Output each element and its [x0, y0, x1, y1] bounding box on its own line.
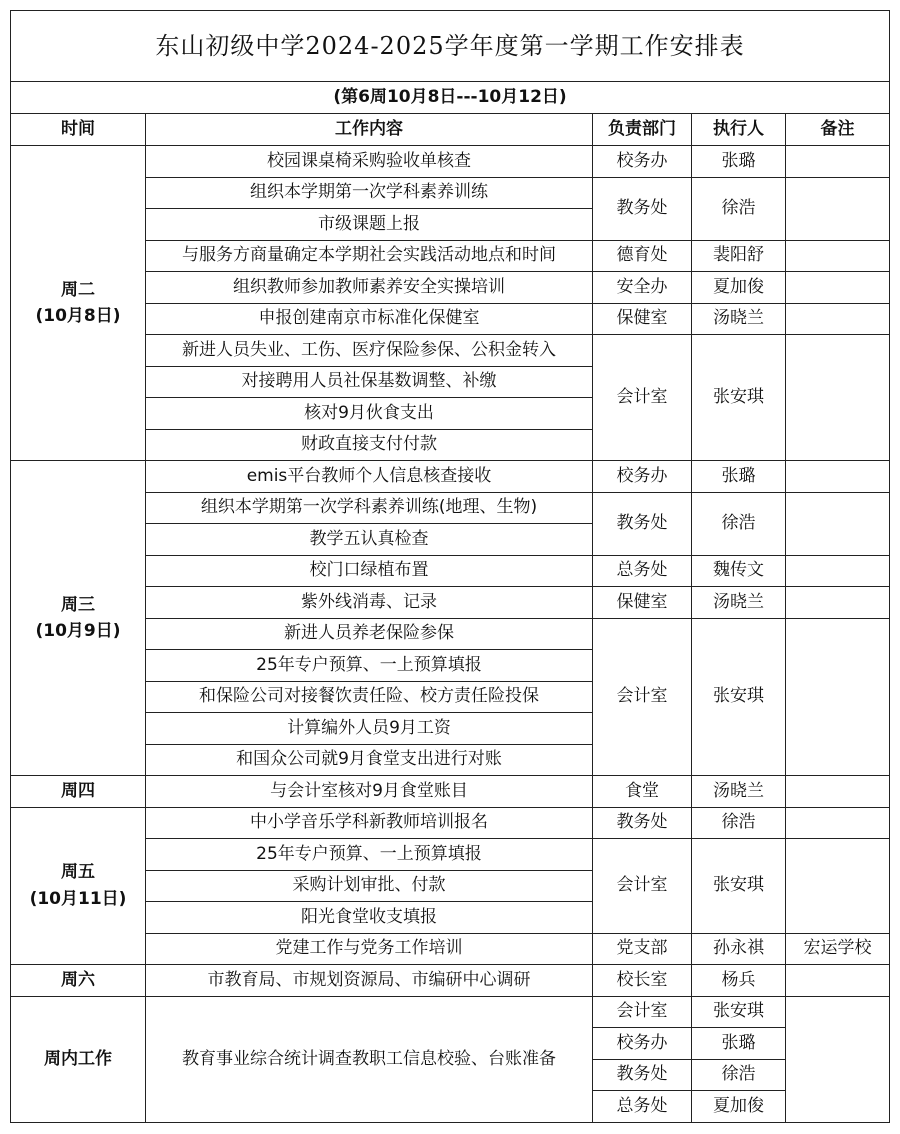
task-content: 紫外线消毒、记录	[146, 587, 593, 619]
dept-cell: 党支部	[593, 933, 692, 965]
day-name: 周三	[61, 594, 95, 615]
task-content: 财政直接支付付款	[146, 429, 593, 461]
person-cell: 孙永祺	[692, 933, 786, 965]
person-cell: 夏加俊	[692, 1091, 786, 1123]
dept-cell: 安全办	[593, 272, 692, 304]
day-cell	[11, 965, 146, 997]
day-date: (10月9日)	[35, 621, 121, 641]
day-date: (10月11日)	[29, 888, 127, 909]
note-cell	[786, 965, 890, 997]
task-content: 市教育局、市规划资源局、市编研中心调研	[146, 965, 593, 997]
task-content: 对接聘用人员社保基数调整、补缴	[146, 366, 593, 398]
task-content: 组织教师参加教师素养安全实操培训	[146, 272, 593, 304]
dept-cell: 德育处	[593, 240, 692, 272]
person-cell: 徐浩	[692, 492, 786, 555]
task-content: 核对9月伙食支出	[146, 398, 593, 430]
note-cell	[786, 272, 890, 304]
header-row	[11, 114, 890, 146]
dept-cell: 教务处	[593, 1059, 692, 1091]
note-cell	[786, 587, 890, 619]
task-content: 和国众公司就9月食堂支出进行对账	[146, 744, 593, 776]
task-content: 组织本学期第一次学科素养训练(地理、生物)	[146, 492, 593, 524]
day-cell	[11, 146, 146, 461]
week-range: (第6周10月8日---10月12日)	[11, 82, 890, 114]
person-cell: 张安琪	[692, 618, 786, 776]
dept-cell: 校长室	[593, 965, 692, 997]
table-row	[11, 965, 890, 997]
task-content: 与服务方商量确定本学期社会实践活动地点和时间	[146, 240, 593, 272]
task-content: 25年专户预算、一上预算填报	[146, 839, 593, 871]
task-content: 中小学音乐学科新教师培训报名	[146, 807, 593, 839]
dept-cell: 食堂	[593, 776, 692, 808]
task-content: 新进人员养老保险参保	[146, 618, 593, 650]
note-cell	[786, 177, 890, 240]
dept-cell: 校务办	[593, 146, 692, 178]
task-content: 教育事业综合统计调查教职工信息校验、台账准备	[146, 996, 593, 1122]
dept-cell: 会计室	[593, 996, 692, 1028]
task-content: 申报创建南京市标准化保健室	[146, 303, 593, 335]
dept-cell: 校务办	[593, 461, 692, 493]
day-name: 周二	[61, 279, 95, 300]
schedule-table	[10, 10, 890, 1123]
table-row	[11, 461, 890, 493]
person-cell: 魏传文	[692, 555, 786, 587]
note-cell	[786, 555, 890, 587]
table-row	[11, 776, 890, 808]
day-cell	[11, 776, 146, 808]
schedule-sheet	[10, 10, 889, 1123]
dept-cell: 保健室	[593, 303, 692, 335]
task-content: 和保险公司对接餐饮责任险、校方责任险投保	[146, 681, 593, 713]
dept-cell: 保健室	[593, 587, 692, 619]
person-cell: 裴阳舒	[692, 240, 786, 272]
day-date: (10月8日)	[35, 306, 121, 326]
dept-cell: 会计室	[593, 839, 692, 934]
table-row	[11, 996, 890, 1028]
task-content: 市级课题上报	[146, 209, 593, 241]
person-cell: 张璐	[692, 146, 786, 178]
header-note: 备注	[786, 114, 890, 146]
header-person: 执行人	[692, 114, 786, 146]
note-cell	[786, 776, 890, 808]
person-cell: 张安琪	[692, 996, 786, 1028]
task-content: 校门口绿植布置	[146, 555, 593, 587]
task-content: 采购计划审批、付款	[146, 870, 593, 902]
person-cell: 徐浩	[692, 177, 786, 240]
task-content: 教学五认真检查	[146, 524, 593, 556]
dept-cell: 总务处	[593, 555, 692, 587]
dept-cell: 总务处	[593, 1091, 692, 1123]
task-content: 党建工作与党务工作培训	[146, 933, 593, 965]
day-cell	[11, 461, 146, 776]
day-name: 周六	[61, 970, 95, 991]
dept-cell: 会计室	[593, 618, 692, 776]
note-cell	[786, 146, 890, 178]
person-cell: 徐浩	[692, 807, 786, 839]
task-content: 阳光食堂收支填报	[146, 902, 593, 934]
day-cell	[11, 807, 146, 965]
person-cell: 汤晓兰	[692, 776, 786, 808]
note-cell	[786, 461, 890, 493]
task-content: 新进人员失业、工伤、医疗保险参保、公积金转入	[146, 335, 593, 367]
header-dept: 负责部门	[593, 114, 692, 146]
person-cell: 汤晓兰	[692, 303, 786, 335]
dept-cell: 教务处	[593, 177, 692, 240]
dept-cell: 会计室	[593, 335, 692, 461]
header-time: 时间	[11, 114, 146, 146]
person-cell: 汤晓兰	[692, 587, 786, 619]
task-content: 计算编外人员9月工资	[146, 713, 593, 745]
note-cell	[786, 492, 890, 555]
sheet-title: 东山初级中学2024-2025学年度第一学期工作安排表	[11, 11, 890, 82]
note-cell: 宏运学校	[786, 933, 890, 965]
person-cell: 夏加俊	[692, 272, 786, 304]
note-cell	[786, 807, 890, 839]
table-row	[11, 807, 890, 839]
note-cell	[786, 335, 890, 461]
person-cell: 张安琪	[692, 839, 786, 934]
day-name: 周五	[61, 862, 95, 883]
header-content: 工作内容	[146, 114, 593, 146]
note-cell	[786, 839, 890, 934]
person-cell: 张安琪	[692, 335, 786, 461]
day-name: 周四	[61, 781, 95, 802]
person-cell: 徐浩	[692, 1059, 786, 1091]
note-cell	[786, 618, 890, 776]
dept-cell: 校务办	[593, 1028, 692, 1060]
note-cell	[786, 240, 890, 272]
day-cell: 周内工作	[11, 996, 146, 1122]
task-content: 组织本学期第一次学科素养训练	[146, 177, 593, 209]
person-cell: 张璐	[692, 1028, 786, 1060]
task-content: 校园课桌椅采购验收单核查	[146, 146, 593, 178]
task-content: 25年专户预算、一上预算填报	[146, 650, 593, 682]
dept-cell: 教务处	[593, 492, 692, 555]
note-cell	[786, 303, 890, 335]
task-content: 与会计室核对9月食堂账目	[146, 776, 593, 808]
table-row	[11, 146, 890, 178]
person-cell: 张璐	[692, 461, 786, 493]
dept-cell: 教务处	[593, 807, 692, 839]
task-content: emis平台教师个人信息核查接收	[146, 461, 593, 493]
person-cell: 杨兵	[692, 965, 786, 997]
note-cell	[786, 996, 890, 1122]
